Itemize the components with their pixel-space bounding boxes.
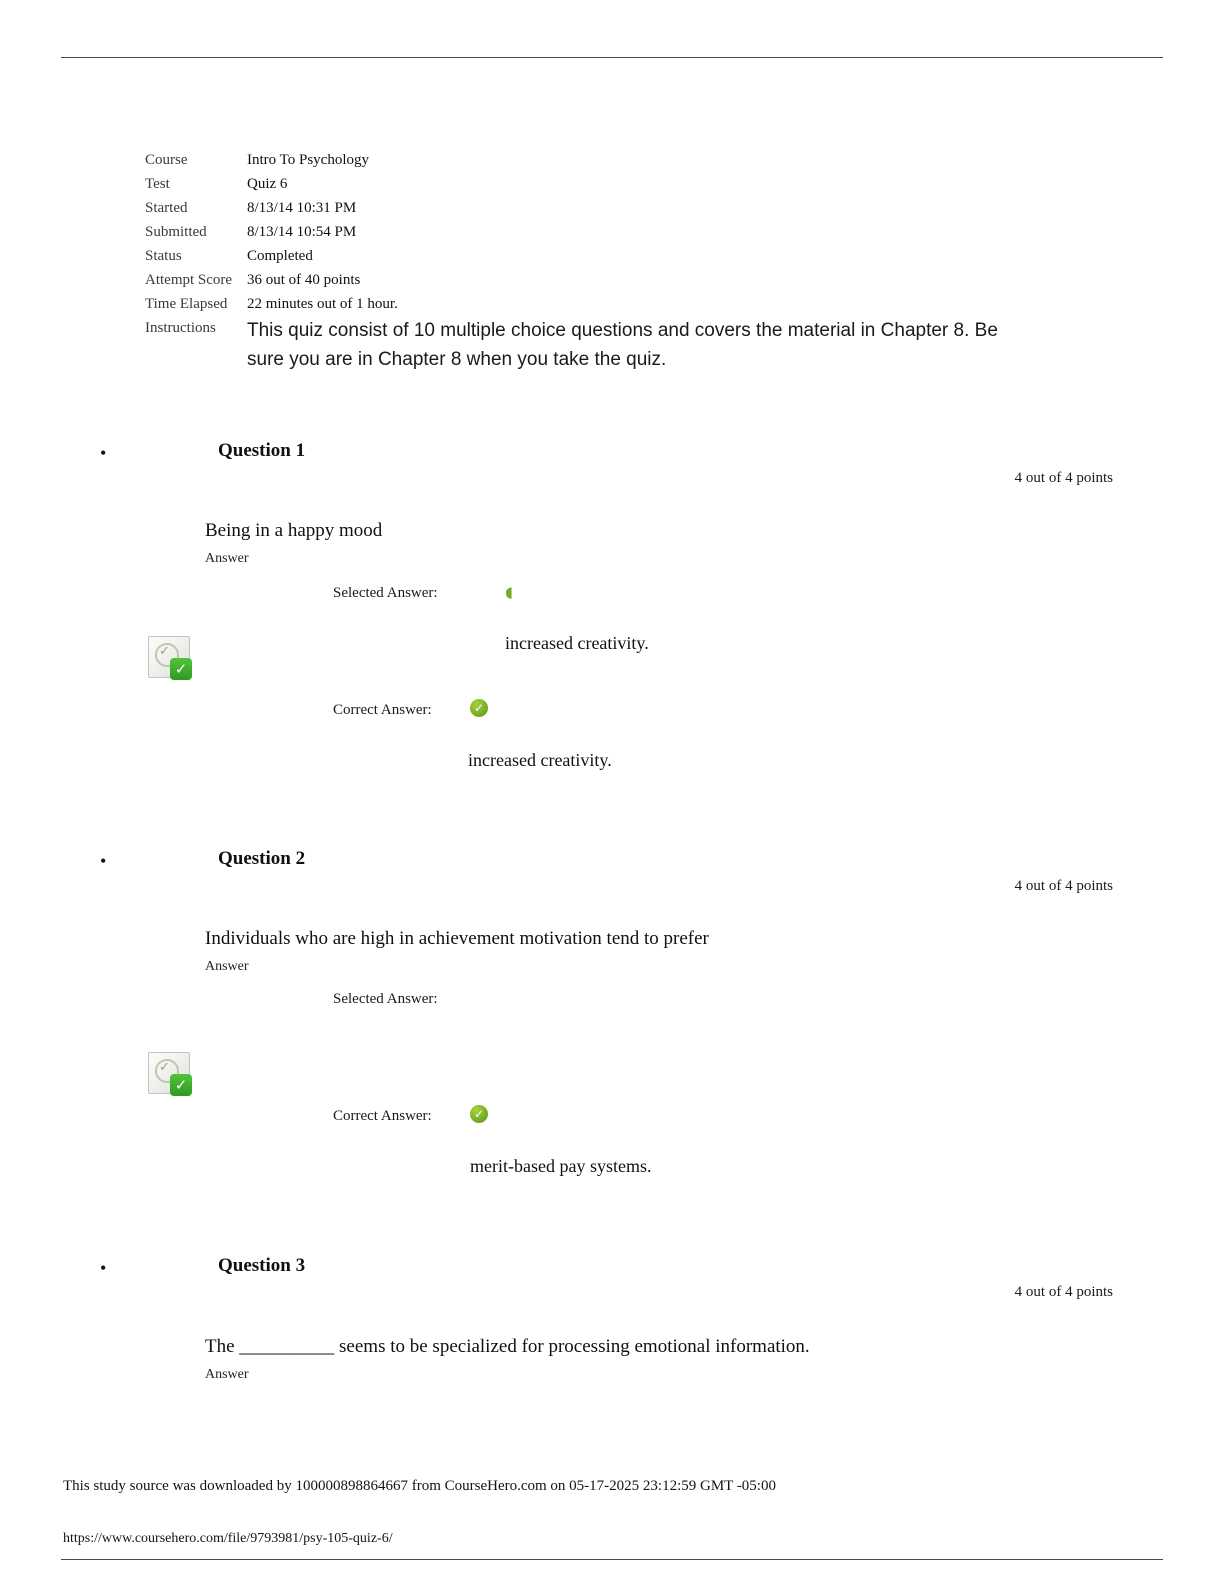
correct-answer-label: Correct Answer: (333, 702, 432, 718)
meta-label-status: Status (145, 248, 182, 264)
bottom-divider (61, 1559, 1163, 1560)
answer-label: Answer (205, 1367, 249, 1382)
meta-value-submitted: 8/13/14 10:54 PM (247, 224, 357, 240)
meta-label-started: Started (145, 200, 188, 216)
question-text: Being in a happy mood (205, 520, 383, 541)
meta-value-instructions: This quiz consist of 10 multiple choice questions and covers the material in Chapter 8. Be sure you are in Chapter 8 when you take the quiz. (247, 320, 998, 370)
source-url-link[interactable]: https://www.coursehero.com/file/9793981/psy-105-quiz-6/ (63, 1531, 393, 1546)
selected-answer-label: Selected Answer: (333, 585, 438, 601)
correct-answer-text: increased creativity. (468, 750, 612, 770)
meta-value-attempt-score: 36 out of 40 points (247, 272, 361, 288)
question-text: The __________ seems to be specialized for processing emotional information. (205, 1336, 810, 1357)
meta-label-course: Course (145, 152, 188, 168)
correct-answer-text: merit-based pay systems. (470, 1156, 652, 1176)
green-check-badge: ✓ (170, 658, 192, 680)
green-check-badge: ✓ (170, 1074, 192, 1096)
selected-answer-label: Selected Answer: (333, 991, 438, 1007)
meta-value-status: Completed (247, 248, 313, 264)
meta-label-instructions: Instructions (145, 320, 216, 336)
question-text: Individuals who are high in achievement motivation tend to prefer (205, 928, 709, 949)
ring-check-glyph: ✓ (159, 1060, 170, 1075)
answer-label: Answer (205, 959, 249, 974)
quiz-metadata (145, 148, 1025, 374)
answer-label: Answer (205, 551, 249, 566)
meta-value-started: 8/13/14 10:31 PM (247, 200, 357, 216)
download-attribution-note: This study source was downloaded by 100000898864667 from CourseHero.com on 05-17-2025 23:12:59 GMT -05:00 (63, 1478, 776, 1494)
list-bullet: • (100, 1258, 107, 1278)
question-title: Question 3 (218, 1255, 306, 1276)
question-points: 4 out of 4 points (1014, 1284, 1113, 1300)
list-bullet: • (100, 443, 107, 463)
selected-answer-text: increased creativity. (505, 633, 649, 653)
meta-value-course: Intro To Psychology (247, 152, 370, 168)
question-points: 4 out of 4 points (1014, 470, 1113, 486)
meta-value-test: Quiz 6 (247, 176, 288, 192)
correct-check-circle-icon: ✓ (470, 1105, 488, 1123)
question-title: Question 2 (218, 848, 306, 869)
ring-check-glyph: ✓ (159, 644, 170, 659)
correct-check-circle-icon: ✓ (470, 699, 488, 717)
meta-label-attempt-score: Attempt Score (145, 272, 233, 288)
document-check-icon (148, 636, 196, 684)
meta-label-test: Test (145, 176, 170, 192)
selected-answer-partial-icon: ◖ (505, 583, 513, 601)
document-check-icon (148, 1052, 196, 1100)
top-divider (61, 57, 1163, 58)
meta-label-time-elapsed: Time Elapsed (145, 296, 228, 312)
meta-value-time-elapsed: 22 minutes out of 1 hour. (247, 296, 398, 312)
question-points: 4 out of 4 points (1014, 878, 1113, 894)
meta-label-submitted: Submitted (145, 224, 207, 240)
question-title: Question 1 (218, 440, 306, 461)
list-bullet: • (100, 851, 107, 871)
correct-answer-label: Correct Answer: (333, 1108, 432, 1124)
